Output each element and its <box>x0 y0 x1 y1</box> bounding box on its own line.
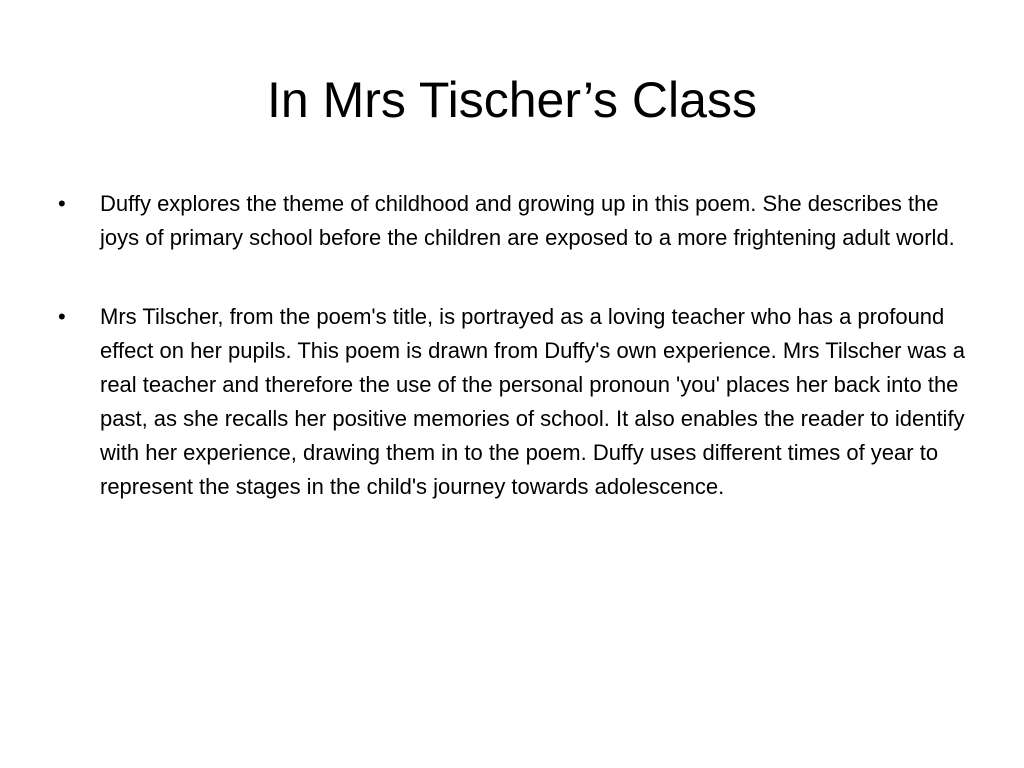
bullet-text: Mrs Tilscher, from the poem's title, is portrayed as a loving teacher who has a profound effect on her pupils. This poem is drawn from Duffy's own experience. Mrs Tilscher was a real teacher and therefore the use of the personal pronoun 'you' places her back into the past, as she recalls her positive memories of school. It also enables the reader to identify with her experience, drawing them in to the poem. Duffy uses different times of year to represent the stages in the child's journey towards adolescence. <box>100 304 966 499</box>
bullet-item <box>58 187 978 255</box>
bullet-marker: • <box>58 191 66 216</box>
slide-title: In Mrs Tischer’s Class <box>267 72 757 128</box>
bullet-marker: • <box>58 304 66 329</box>
bullet-text: Duffy explores the theme of childhood and growing up in this poem. She describes the joys of primary school before the children are exposed to a more frightening adult world. <box>100 191 955 250</box>
bullet-list <box>58 187 978 549</box>
bullet-item <box>58 300 978 504</box>
